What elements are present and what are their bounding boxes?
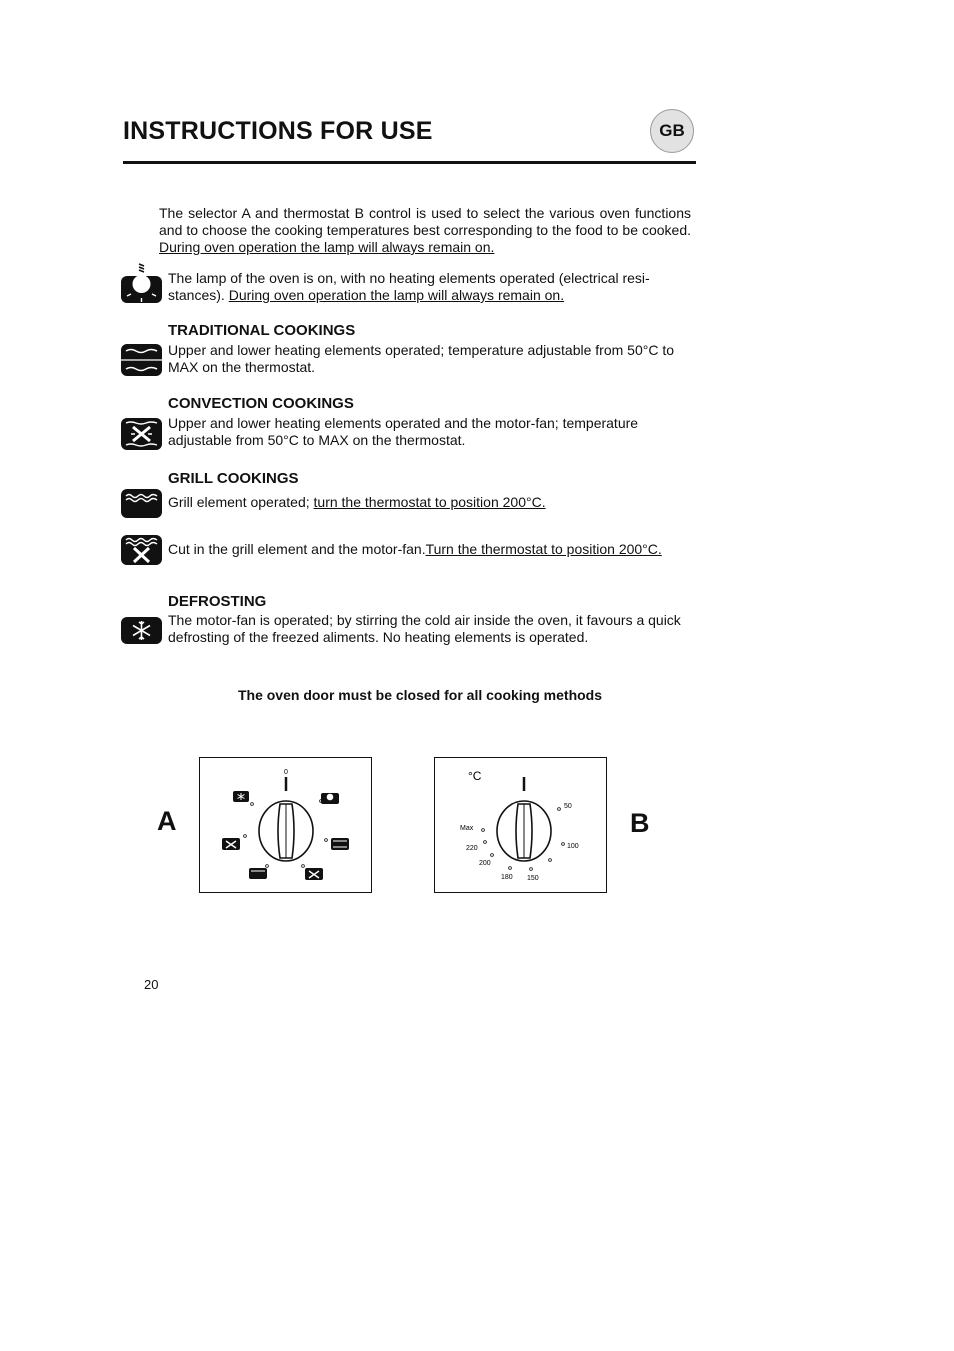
mini-traditional-icon (331, 838, 349, 850)
grill-underlined-text: turn the thermostat to position 200°C. (313, 494, 546, 510)
lamp-text: The lamp of the oven is on, with no heating elements operated (electrical resi-stances). (168, 270, 650, 303)
lamp-paragraph (168, 270, 693, 304)
grill-icon (120, 488, 163, 519)
selector-dial-panel (199, 757, 372, 893)
temp-220: 220 (466, 845, 478, 852)
thermostat-letter-b: B (630, 808, 650, 838)
grill-text: Grill element operated; (168, 494, 314, 510)
selector-letter-a: A (157, 806, 177, 836)
grill-fan-paragraph (168, 541, 698, 558)
intro-text: The selector A and thermostat B control is used to select the various oven functions and to choose the cooking temperatures best corresponding to the food to be cooked. (159, 205, 691, 238)
traditional-heading: TRADITIONAL COOKINGS (168, 322, 356, 339)
mini-grill-icon (249, 868, 267, 879)
grill-paragraph (168, 494, 693, 511)
thermostat-knob[interactable] (497, 801, 551, 861)
language-badge-label: GB (659, 121, 685, 140)
traditional-icon (120, 343, 163, 377)
defrost-icon (120, 616, 163, 645)
grill-heading: GRILL COOKINGS (168, 470, 299, 487)
defrosting-text: The motor-fan is operated; by stirring the cold air inside the oven, it favours a quick defrosting of the freezed aliments. No heating elements is operated. (168, 612, 681, 645)
intro-underlined-text: During oven operation the lamp will always remain on. (159, 239, 495, 255)
title-divider (123, 161, 696, 164)
temp-200: 200 (479, 860, 491, 867)
selector-zero-label: 0 (284, 769, 288, 776)
temp-50: 50 (564, 803, 572, 810)
grill-fan-text: Cut in the grill element and the motor-fan. (168, 541, 426, 557)
grill-fan-icon (120, 534, 163, 566)
intro-paragraph (159, 205, 691, 256)
lamp-icon (120, 262, 163, 304)
language-badge (650, 109, 694, 153)
door-note: The oven door must be closed for all cooking methods (237, 687, 603, 703)
temp-max: Max (460, 825, 474, 832)
selector-knob[interactable] (259, 801, 313, 861)
temp-100: 100 (567, 843, 579, 850)
thermostat-unit: °C (468, 769, 482, 783)
grill-fan-underlined-text: Turn the thermostat to position 200°C. (425, 541, 662, 557)
defrosting-heading: DEFROSTING (168, 593, 267, 610)
lamp-underlined-text: During oven operation the lamp will always remain on. (228, 287, 565, 303)
page-number: 20 (144, 977, 159, 992)
page-title: INSTRUCTIONS FOR USE (123, 117, 433, 145)
convection-text: Upper and lower heating elements operated and the motor-fan; temperature adjustable from 50°C to MAX on the thermostat. (168, 415, 639, 448)
convection-icon (120, 417, 163, 451)
convection-heading: CONVECTION COOKINGS (168, 395, 354, 412)
traditional-text: Upper and lower heating elements operated; temperature adjustable from 50°C to MAX on the thermostat. (168, 342, 675, 375)
temp-150: 150 (527, 875, 539, 882)
thermostat-dial-panel (434, 757, 607, 893)
temp-180: 180 (501, 874, 513, 881)
